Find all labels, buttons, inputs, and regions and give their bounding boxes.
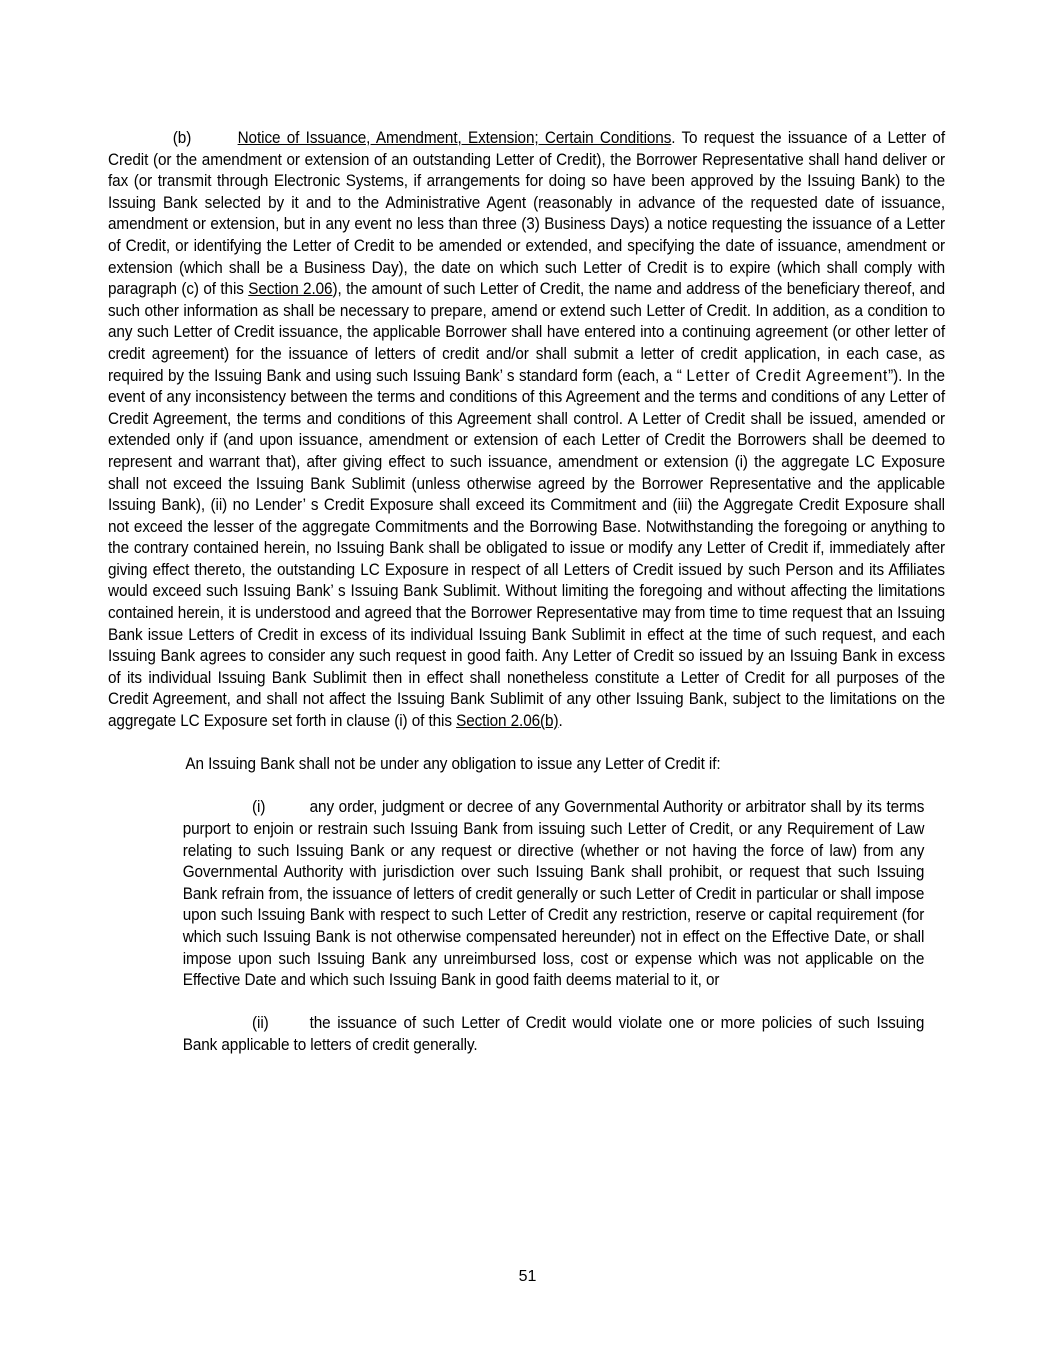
paragraph-b-text: . To request the issuance of a Letter of Credit (or the amendment or extension of an outstanding Letter of Credit), the Borrower Representative shall hand deliver or fax (or transmit through Electronic Systems, if arrangements for doing so have been approved by the Issuing Bank) to the Issuing Bank selected by it and to the Administrative Agent (reasonably in advance of the requested date of issuance, amendment or extension, but in any event no less than three (3) Business Days) a notice requesting the issuance of a Letter of Credit, or identifying the Letter of Credit to be amended or extended, and specifying the date of issuance, amendment or extension (which shall be a Business Day), the date on which such Letter of Credit is to expire (which shall comply with paragraph (c) of this <box>108 128 946 299</box>
document-body <box>108 127 945 1077</box>
clause-i <box>183 796 925 990</box>
paragraph-b-text: ), the amount of such Letter of Credit, the name and address of the beneficiary thereof, and such other information as shall be necessary to prepare, amend or extend such Letter of Credit. In addition, as a condition to any such Letter of Credit issuance, the applicable Borrower shall have entered into a continuing agreement (or other letter of credit agreement) for the issuance of letters of credit and/or shall submit a letter of credit application, in each case, as required by the Issuing Bank and using such Issuing Bank’ s standard form (each, a “ <box>108 279 945 385</box>
defined-term-letter-of-credit-agreement: Letter of Credit Agreement <box>686 365 889 385</box>
section-ref-2-06: Section 2.06 <box>248 279 333 299</box>
clause-ii-text: the issuance of such Letter of Credit would violate one or more policies of such Issuing Bank applicable to letters of credit generally. <box>182 1013 925 1054</box>
paragraph-b-text: . <box>558 711 563 731</box>
section-ref-2-06-b: Section 2.06(b) <box>456 711 559 731</box>
page-number: 51 <box>518 1268 537 1285</box>
paragraph-b <box>108 127 945 732</box>
clause-ii-label: (ii) <box>252 1013 269 1033</box>
clause-i-label: (i) <box>252 797 266 817</box>
clause-i-text: any order, judgment or decree of any Governmental Authority or arbitrator shall by its terms purport to enjoin or restrain such Issuing Bank from issuing such Letter of Credit, or any Requirement of Law relating to such Issuing Bank or any request or directive (whether or not having the force of law) from any Governmental Authority with jurisdiction over such Issuing Bank shall prohibit, or request that such Issuing Bank refrain from, the issuance of letters of credit generally or such Letter of Credit in particular or shall impose upon such Issuing Bank with respect to such Letter of Credit any restriction, reserve or capital requirement (for which such Issuing Bank is not otherwise compensated hereunder) not in effect on the Effective Date, or shall impose upon such Issuing Bank any unreimbursed loss, cost or expense which was not applicable on the Effective Date and which such Issuing Bank in good faith deems material to it, or <box>182 797 925 990</box>
intro-sentence: An Issuing Bank shall not be under any obligation to issue any Letter of Credit if: <box>185 754 721 774</box>
clause-ii <box>183 1012 925 1055</box>
paragraph-b-label: (b) <box>172 128 192 147</box>
paragraph-b-text: ”). In the event of any inconsistency between the terms and conditions of this Agreement and the terms and conditions of any Letter of Credit Agreement, the terms and conditions of this Agreement shall control. A Letter of Credit shall be issued, amended or extended only if (and upon issuance, amendment or extension of each Letter of Credit the Borrowers shall be deemed to represent and warrant that), after giving effect to such issuance, amendment or extension (i) the aggregate LC Exposure shall not exceed the Issuing Bank Sublimit (unless otherwise agreed by the Borrower Representative and the applicable Issuing Bank), (ii) no Lender’ s Credit Exposure shall exceed its Commitment and (iii) the Aggregate Credit Exposure shall not exceed the lesser of the aggregate Commitments and the Borrowing Base. Notwithstanding the foregoing or anything to the contrary contained herein, no Issuing Bank shall be obligated to issue or modify any Letter of Credit if, immediately after giving effect thereto, the outstanding LC Exposure in respect of all Letters of Credit issued by such Person and its Affiliates would exceed such Issuing Bank’ s Issuing Bank Sublimit. Without limiting the foregoing and without affecting the limitations contained herein, it is understood and agreed that the Borrower Representative may from time to time request that an Issuing Bank issue Letters of Credit in excess of its individual Issuing Bank Sublimit in effect at the time of such request, and each Issuing Bank agrees to consider any such request in good faith. Any Letter of Credit so issued by an Issuing Bank in excess of its individual Issuing Bank Sublimit then in effect shall nonetheless constitute a Letter of Credit for all purposes of the Credit Agreement, and shall not affect the Issuing Bank Sublimit of any other Issuing Bank, subject to the limitations on the aggregate LC Exposure set forth in clause (i) of this <box>108 365 945 731</box>
paragraph-b-heading: Notice of Issuance, Amendment, Extension; Certain Conditions <box>237 128 672 147</box>
